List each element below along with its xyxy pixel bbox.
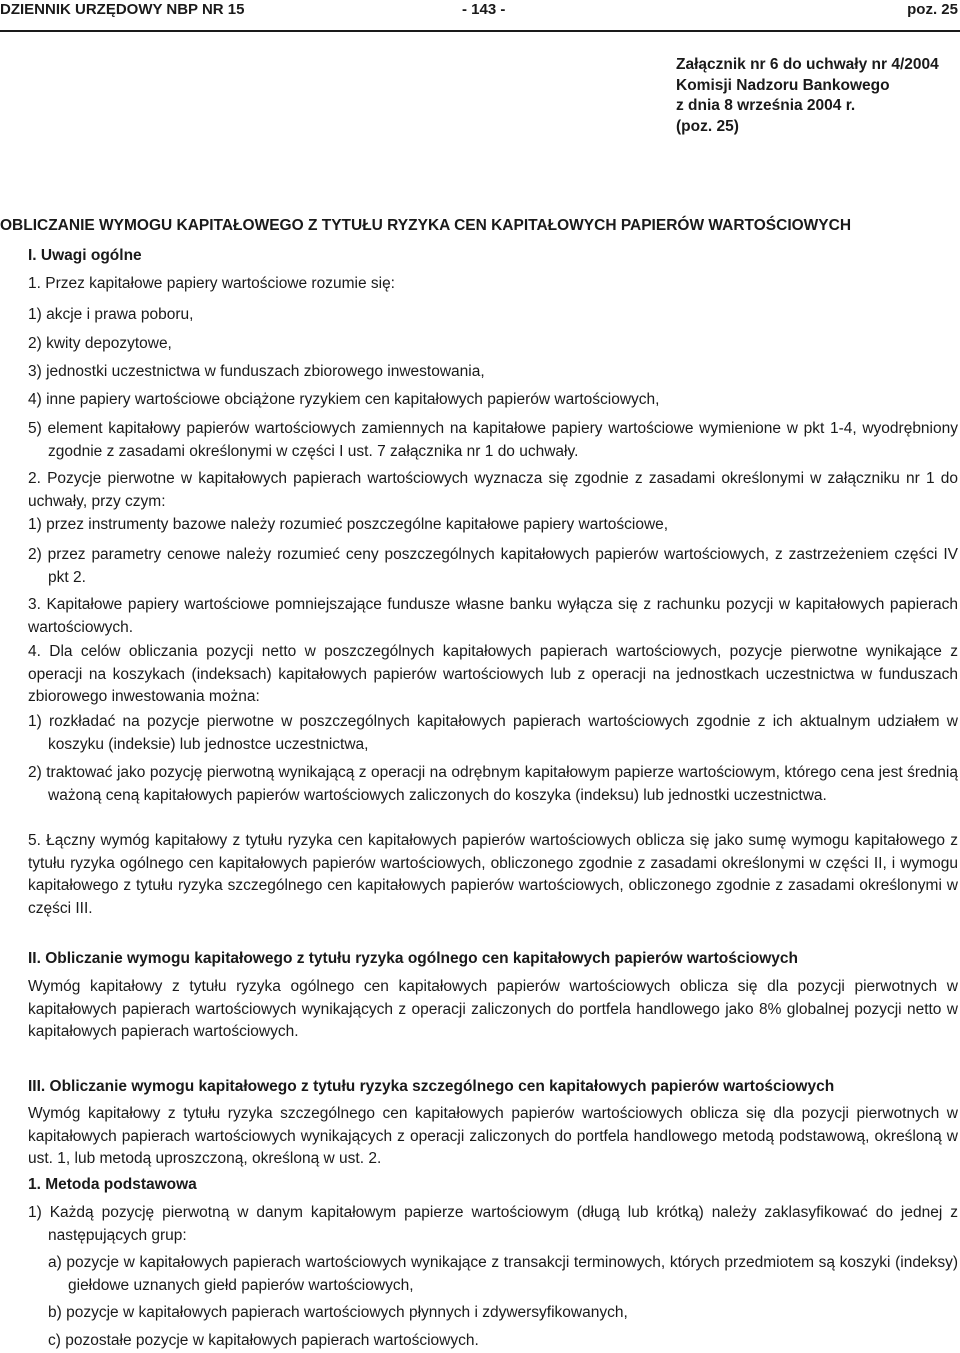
paragraph: 1. Przez kapitałowe papiery wartościowe rozumie się: [28,275,395,292]
list-item: 2) przez parametry cenowe należy rozumieć ceny poszczególnych kapitałowych papierów wartościowych, z zastrzeżeniem części IV pkt 2. [28,546,958,586]
header-rule [0,30,960,32]
list-item: 3) jednostki uczestnictwa w funduszach zbiorowego inwestowania, [28,363,485,380]
page-number: - 143 - [462,1,506,18]
paragraph: Wymóg kapitałowy z tytułu ryzyka ogólnego cen kapitałowych papierów wartościowych oblicza się dla pozycji pierwotnych w kapitałowych papierach wartościowych wynikających z operacji zaliczonych do portfela handlowego jako 8% globalnej pozycji netto w kapitałowych papierach wartościowych. [28,978,958,1040]
list-item: 1) Każdą pozycję pierwotną w danym kapitałowym papierze wartościowym (długą lub krótką) należy zaklasyfikować do jednej z następujących grup: [28,1204,958,1244]
list-item: 1) przez instrumenty bazowe należy rozumieć poszczególne kapitałowe papiery wartościowe, [28,516,669,533]
list-item: b) pozycje w kapitałowych papierach wartościowych płynnych i zdywersyfikowanych, [48,1304,628,1321]
section-heading: III. Obliczanie wymogu kapitałowego z tytułu ryzyka szczególnego cen kapitałowych papierów wartościowych [28,1078,835,1095]
list-item: 1) rozkładać na pozycje pierwotne w poszczególnych kapitałowych papierach wartościowych zgodnie z ich aktualnym udziałem w koszyku (indeksie) lub jednostce uczestnictwa, [28,713,958,753]
list-item: 2) traktować jako pozycję pierwotną wynikającą z operacji na odrębnym kapitałowym papierze wartościowym, którego cena jest średnią ważoną ceną kapitałowych papierów wartościowych zaliczonych do koszyka (indeksu) lub jednostki uczestnictwa. [28,764,958,804]
journal-name: DZIENNIK URZĘDOWY NBP NR 15 [0,1,245,18]
section-heading: II. Obliczanie wymogu kapitałowego z tytułu ryzyka ogólnego cen kapitałowych papierów wartościowych [28,950,798,967]
list-item: c) pozostałe pozycje w kapitałowych papierach wartościowych. [48,1332,479,1349]
list-item: 4) inne papiery wartościowe obciążone ryzykiem cen kapitałowych papierów wartościowych, [28,391,660,408]
paragraph: 3. Kapitałowe papiery wartościowe pomniejszające fundusze własne banku wyłącza się z rachunku pozycji w kapitałowych papierach wartościowych. [28,596,958,636]
list-item: 5) element kapitałowy papierów wartościowych zamiennych na kapitałowe papiery wartościowe wymienione w pkt 1-4, wyodrębniony zgodnie z zasadami określonymi w części I ust. 7 załącznika nr 1 do uchwały. [28,420,958,460]
paragraph: 5. Łączny wymóg kapitałowy z tytułu ryzyka cen kapitałowych papierów wartościowych oblicza się jako sumę wymogu kapitałowego z tytułu ryzyka ogólnego cen kapitałowych papierów wartościowych, obliczonego zgodnie z zasadami określonymi w części II, i wymogu kapitałowego z tytułu ryzyka szczególnego cen kapitałowych papierów wartościowych, obliczonego zgodnie z zasadami określonymi w części III. [28,832,958,917]
paragraph: 2. Pozycje pierwotne w kapitałowych papierach wartościowych wyznacza się zgodnie z zasadami określonymi w załączniku nr 1 do uchwały, przy czym: [28,470,958,510]
paragraph: Wymóg kapitałowy z tytułu ryzyka szczególnego cen kapitałowych papierów wartościowych oblicza się dla pozycji pierwotnych w kapitałowych papierach wartościowych wynikających z operacji zaliczonych do portfela handlowego metodą podstawową, określoną w ust. 1, lub metodą uproszczoną, określoną w ust. 2. [28,1105,958,1167]
annex-line: Komisji Nadzoru Bankowego [676,76,890,94]
annex-line: z dnia 8 września 2004 r. [676,97,856,114]
page-header [0,0,960,24]
subsection-heading: 1. Metoda podstawowa [28,1176,197,1193]
position-number: poz. 25 [907,1,958,18]
paragraph: 4. Dla celów obliczania pozycji netto w poszczególnych kapitałowych papierach wartościowych, pozycje pierwotne wynikające z operacji na koszykach (indeksach) kapitałowych papierów wartościowych lub z operacji na jednostkach uczestnictwa w funduszach zbiorowego inwestowania można: [28,643,958,705]
list-item: 1) akcje i prawa poboru, [28,306,194,323]
document-title: OBLICZANIE WYMOGU KAPITAŁOWEGO Z TYTUŁU RYZYKA CEN KAPITAŁOWYCH PAPIERÓW WARTOŚCIOWYCH [0,217,852,234]
section-heading: I. Uwagi ogólne [28,247,142,264]
annex-reference [676,55,960,137]
list-item: a) pozycje w kapitałowych papierach wartościowych wynikające z transakcji terminowych, których przedmiotem są koszyki (indeksy) giełdowe uznanych giełd papierów wartościowych, [48,1254,958,1294]
list-item: 2) kwity depozytowe, [28,335,172,352]
annex-line: Załącznik nr 6 do uchwały nr 4/2004 [676,56,939,73]
annex-line: (poz. 25) [676,117,739,135]
